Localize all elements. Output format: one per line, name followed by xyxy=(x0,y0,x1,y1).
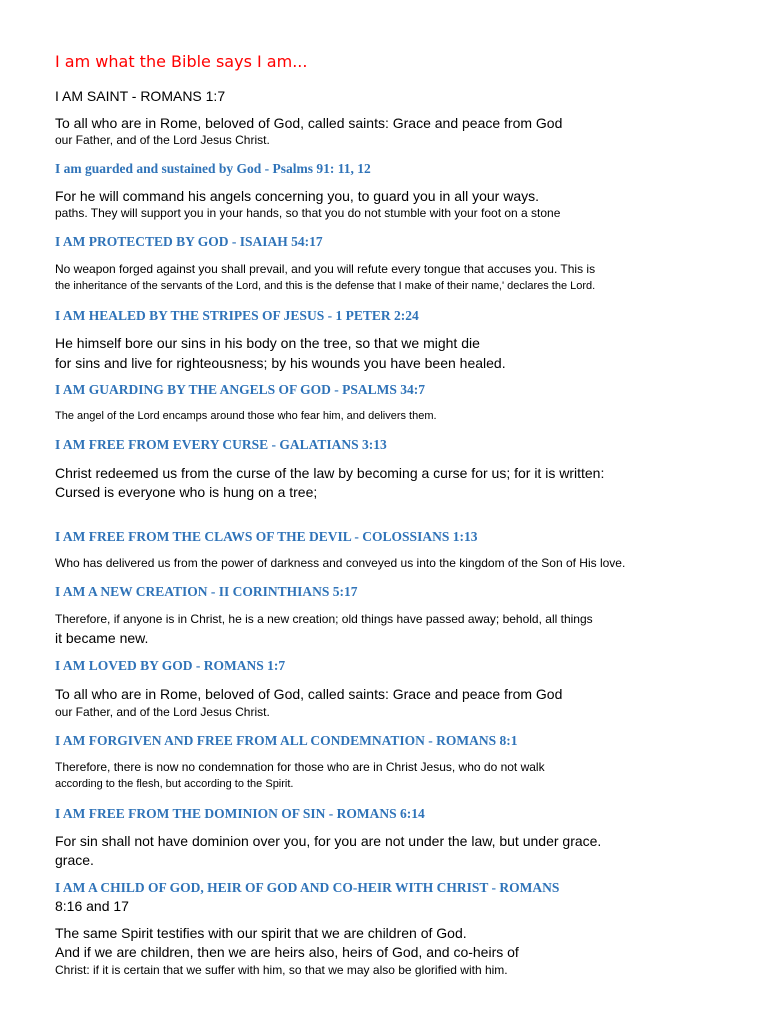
verse-line: No weapon forged against you shall prevail, and you will refute every tongue that accuses you. This is xyxy=(55,262,596,276)
verse-line: Therefore, there is now no condemnation for those who are in Christ Jesus, who do not walk xyxy=(55,760,545,774)
section-heading: I AM FORGIVEN AND FREE FROM ALL CONDEMNATION - ROMANS 8:1 xyxy=(55,733,518,748)
section-heading: I AM FREE FROM THE DOMINION OF SIN - ROMANS 6:14 xyxy=(55,806,425,821)
verse-line: paths. They will support you in your hands, so that you do not stumble with your foot on a stone xyxy=(55,206,561,220)
verse-line: He himself bore our sins in his body on the tree, so that we might die xyxy=(55,335,480,351)
verse-line: Therefore, if anyone is in Christ, he is a new creation; old things have passed away; behold, all things xyxy=(55,612,593,626)
section-heading: I AM PROTECTED BY GOD - ISAIAH 54:17 xyxy=(55,234,323,249)
verse-line: Christ: if it is certain that we suffer with him, so that we may also be glorified with him. xyxy=(55,963,508,977)
page-title: I am what the Bible says I am... xyxy=(55,52,308,71)
verse-line: for sins and live for righteousness; by his wounds you have been healed. xyxy=(55,355,506,371)
section-heading: I AM A CHILD OF GOD, HEIR OF GOD AND CO-HEIR WITH CHRIST - ROMANS xyxy=(55,880,560,895)
verse-line: The same Spirit testifies with our spirit that we are children of God. xyxy=(55,925,467,941)
section-heading: I AM FREE FROM EVERY CURSE - GALATIANS 3:13 xyxy=(55,437,387,452)
verse-line: The angel of the Lord encamps around those who fear him, and delivers them. xyxy=(55,410,437,422)
verse-line: our Father, and of the Lord Jesus Christ. xyxy=(55,133,270,147)
verse-line: according to the flesh, but according to the Spirit. xyxy=(55,778,294,790)
section-heading: I AM GUARDING BY THE ANGELS OF GOD - PSALMS 34:7 xyxy=(55,382,426,397)
section-heading: I AM A NEW CREATION - II CORINTHIANS 5:17 xyxy=(55,584,358,599)
section-heading: I AM LOVED BY GOD - ROMANS 1:7 xyxy=(55,658,286,673)
section-heading: I am guarded and sustained by God - Psalms 91: 11, 12 xyxy=(55,161,371,176)
verse-line: For he will command his angels concerning you, to guard you in all your ways. xyxy=(55,188,540,204)
section-heading: I AM FREE FROM THE CLAWS OF THE DEVIL - COLOSSIANS 1:13 xyxy=(55,529,478,544)
saint-heading: I AM SAINT - ROMANS 1:7 xyxy=(55,88,226,104)
verse-line: To all who are in Rome, beloved of God, called saints: Grace and peace from God xyxy=(55,115,563,131)
verse-line: To all who are in Rome, beloved of God, called saints: Grace and peace from God xyxy=(55,686,563,702)
verse-line: it became new. xyxy=(55,630,149,646)
verse-line: Cursed is everyone who is hung on a tree; xyxy=(55,484,318,500)
section-heading: I AM HEALED BY THE STRIPES OF JESUS - 1 PETER 2:24 xyxy=(55,308,419,323)
verse-line: the inheritance of the servants of the Lord, and this is the defense that I make of their name,' declares the Lord. xyxy=(55,280,596,292)
verse-line: Who has delivered us from the power of darkness and conveyed us into the kingdom of the Son of His love. xyxy=(55,556,626,570)
verse-line: And if we are children, then we are heirs also, heirs of God, and co-heirs of xyxy=(55,944,519,960)
verse-line: grace. xyxy=(55,852,94,868)
verse-line: For sin shall not have dominion over you, for you are not under the law, but under grace. xyxy=(55,833,602,849)
verse-line: 8:16 and 17 xyxy=(55,898,129,914)
verse-line: our Father, and of the Lord Jesus Christ. xyxy=(55,705,270,719)
verse-line: Christ redeemed us from the curse of the law by becoming a curse for us; for it is written: xyxy=(55,465,605,481)
